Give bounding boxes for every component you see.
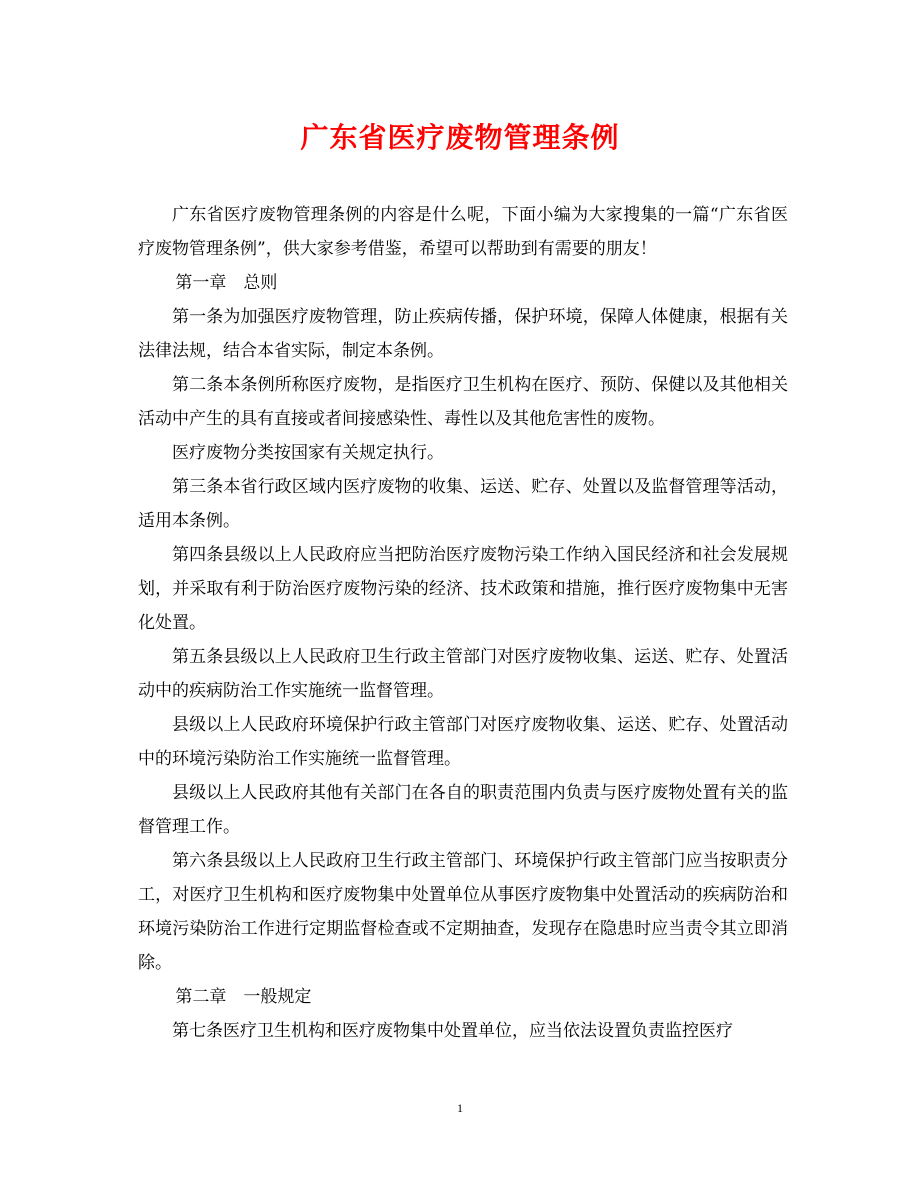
intro-paragraph: 广东省医疗废物管理条例的内容是什么呢，下面小编为大家搜集的一篇“广东省医疗废物管理条例”，供大家参考借鉴，希望可以帮助到有需要的朋友！ [138,205,788,259]
article-paragraph: 第四条县级以上人民政府应当把防治医疗废物污染工作纳入国民经济和社会发展规划，并采取有利于防治医疗废物污染的经济、技术政策和措施，推行医疗废物集中无害化处置。 [138,545,788,633]
article-paragraph: 第三条本省行政区域内医疗废物的收集、运送、贮存、处置以及监督管理等活动，适用本条例。 [138,477,788,531]
article-paragraph: 县级以上人民政府环境保护行政主管部门对医疗废物收集、运送、贮存、处置活动中的环境污染防治工作实施统一监督管理。 [138,715,788,769]
document-title: 广东省医疗废物管理条例 [300,121,620,154]
article-paragraph: 第七条医疗卫生机构和医疗废物集中处置单位，应当依法设置负责监控医疗 [172,1021,733,1041]
article-paragraph: 医疗废物分类按国家有关规定执行。 [172,443,444,463]
chapter-heading: 第二章 一般规定 [175,987,312,1007]
article-paragraph: 县级以上人民政府其他有关部门在各自的职责范围内负责与医疗废物处置有关的监督管理工作。 [138,783,788,837]
article-paragraph: 第一条为加强医疗废物管理，防止疾病传播，保护环境，保障人体健康，根据有关法律法规，结合本省实际，制定本条例。 [138,307,788,361]
chapter-heading: 第一章 总则 [175,273,278,293]
article-paragraph: 第五条县级以上人民政府卫生行政主管部门对医疗废物收集、运送、贮存、处置活动中的疾病防治工作实施统一监督管理。 [138,647,788,701]
document-body [138,198,788,1048]
page-number: 1 [457,1101,463,1115]
article-paragraph: 第二条本条例所称医疗废物，是指医疗卫生机构在医疗、预防、保健以及其他相关活动中产生的具有直接或者间接感染性、毒性以及其他危害性的废物。 [138,375,788,429]
article-paragraph: 第六条县级以上人民政府卫生行政主管部门、环境保护行政主管部门应当按职责分工，对医疗卫生机构和医疗废物集中处置单位从事医疗废物集中处置活动的疾病防治和环境污染防治工作进行定期监督检查或不定期抽查，发现存在隐患时应当责令其立即消除。 [138,851,788,973]
